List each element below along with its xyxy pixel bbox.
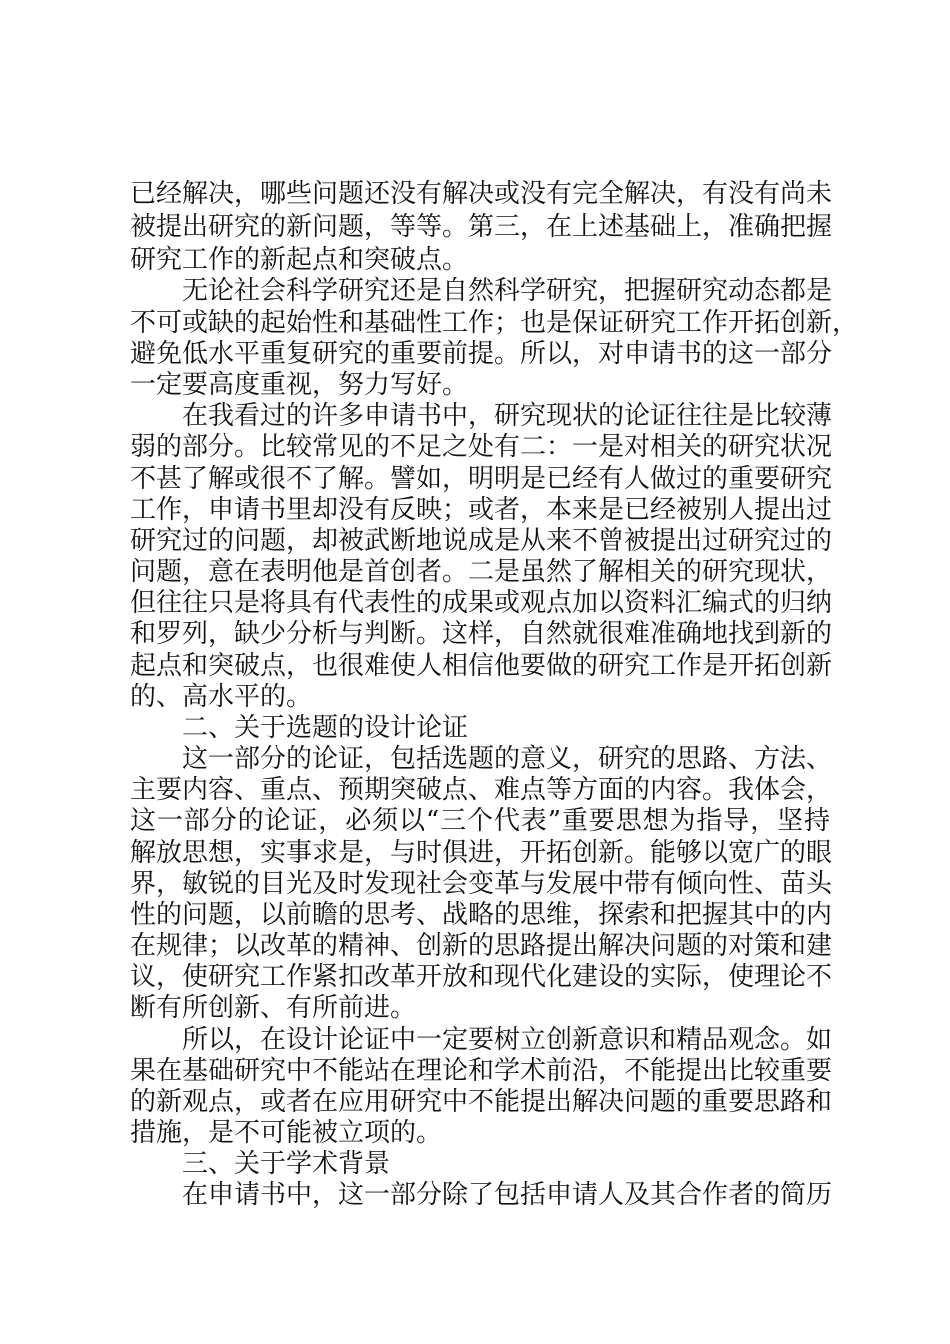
paragraph-first-line: 无论社会科学研究还是自然科学研究，把握研究动态都是: [182, 276, 833, 306]
text-line: 界，敏锐的目光及时发现社会变革与发展中带有倾向性、苗头: [130, 869, 833, 899]
text-line: 断有所创新、有所前进。: [130, 993, 417, 1023]
paragraph-first-line: 所以，在设计论证中一定要树立创新意识和精品观念。如: [182, 1025, 833, 1055]
text-line: 措施，是不可能被立项的。: [130, 1118, 443, 1148]
text-line: 主要内容、重点、预期突破点、难点等方面的内容。我体会，: [130, 775, 833, 805]
text-line: 议，使研究工作紧扣改革开放和现代化建设的实际，使理论不: [130, 962, 833, 992]
text-line: 果在基础研究中不能站在理论和学术前沿，不能提出比较重要: [130, 1056, 833, 1086]
text-line: 一定要高度重视，努力写好。: [130, 370, 469, 400]
text-line: 工作，申请书里却没有反映；或者，本来是已经被别人提出过: [130, 495, 833, 525]
text-line: 这一部分的论证，必须以“三个代表”重要思想为指导，坚持: [130, 806, 830, 836]
section-heading: 三、关于学术背景: [182, 1149, 391, 1179]
text-line: 研究过的问题，却被武断地说成是从来不曾被提出过研究过的: [130, 526, 833, 556]
text-line: 在规律；以改革的精神、创新的思路提出解决问题的对策和建: [130, 931, 833, 961]
text-line: 已经解决，哪些问题还没有解决或没有完全解决，有没有尚未: [130, 179, 833, 209]
text-line: 但往往只是将具有代表性的成果或观点加以资料汇编式的归纳: [130, 588, 833, 618]
text-line: 性的问题，以前瞻的思考、战略的思维，探索和把握其中的内: [130, 900, 833, 930]
text-line: 不可或缺的起始性和基础性工作；也是保证研究工作开拓创新，: [130, 308, 859, 338]
text-line: 被提出研究的新问题，等等。第三，在上述基础上，准确把握: [130, 212, 833, 242]
text-line: 问题，意在表明他是首创者。二是虽然了解相关的研究现状，: [130, 557, 833, 587]
text-line: 和罗列，缺少分析与判断。这样，自然就很难准确地找到新的: [130, 619, 833, 649]
text-line: 研究工作的新起点和突破点。: [130, 245, 469, 275]
paragraph-first-line: 在申请书中，这一部分除了包括申请人及其合作者的简历: [182, 1180, 833, 1210]
text-line: 起点和突破点，也很难使人相信他要做的研究工作是开拓创新: [130, 651, 833, 681]
paragraph-first-line: 这一部分的论证，包括选题的意义，研究的思路、方法、: [182, 744, 833, 774]
section-heading: 二、关于选题的设计论证: [182, 713, 469, 743]
text-line: 避免低水平重复研究的重要前提。所以，对申请书的这一部分: [130, 339, 833, 369]
paragraph-first-line: 在我看过的许多申请书中，研究现状的论证往往是比较薄: [182, 401, 833, 431]
text-line: 的、高水平的。: [130, 682, 313, 712]
text-line: 解放思想，实事求是，与时俱进，开拓创新。能够以宽广的眼: [130, 838, 833, 868]
text-line: 弱的部分。比较常见的不足之处有二：一是对相关的研究状况: [130, 432, 833, 462]
text-line: 的新观点，或者在应用研究中不能提出解决问题的重要思路和: [130, 1087, 833, 1117]
text-line: 不甚了解或很不了解。譬如，明明是已经有人做过的重要研究: [130, 464, 833, 494]
